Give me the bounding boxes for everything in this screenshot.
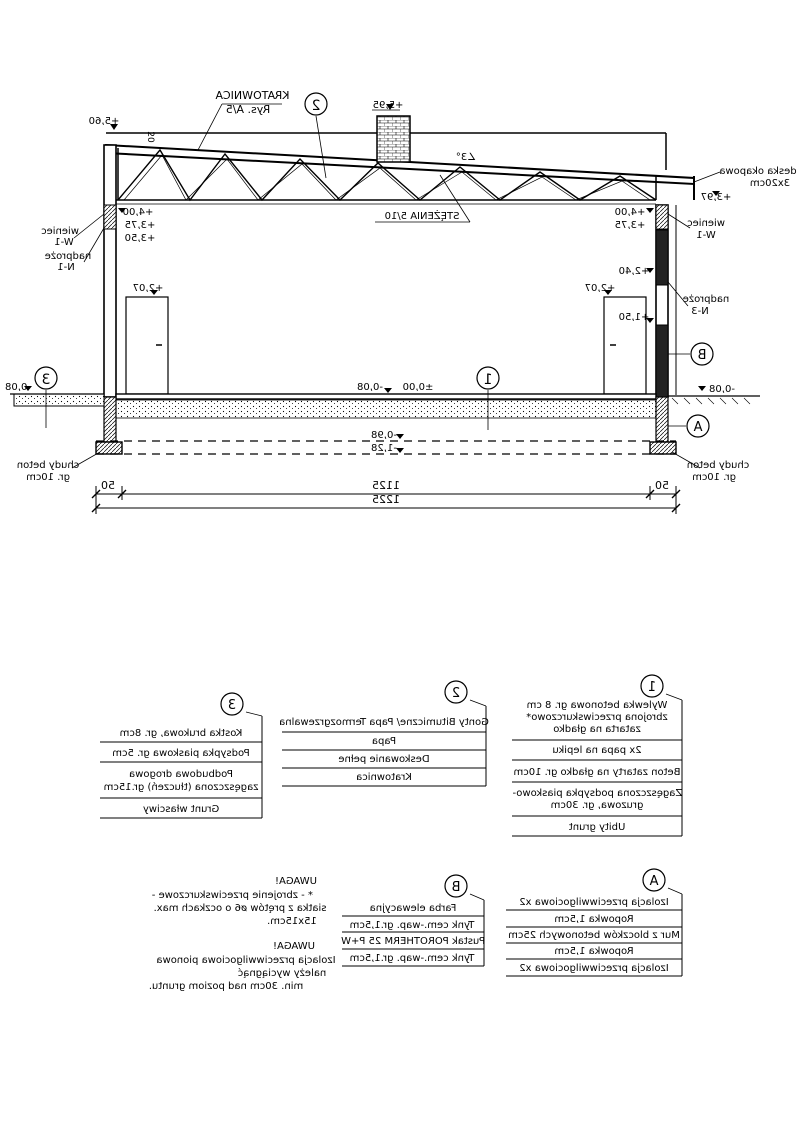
legend-b-leader: [470, 894, 484, 900]
chudy-left-1: chudy beton: [16, 460, 80, 471]
leader-wieniec-right: [668, 214, 690, 228]
legend-a-row-3: Mur z bloczków betonowych 25cm: [508, 930, 680, 941]
marker-3-label: 3: [41, 372, 51, 388]
level-mark-right-400: [646, 208, 654, 213]
fascia-label-1: deska okapowa: [719, 166, 797, 177]
level-150-right: +1,50: [618, 312, 650, 323]
level-found-128: -1,28: [371, 443, 397, 454]
ground-right-hatch: [672, 398, 750, 404]
wieniec-left-1: wieniec: [41, 226, 79, 237]
truss-ref: Rys. A/5: [225, 103, 271, 116]
right-foundation: [656, 397, 668, 442]
notes: [149, 876, 336, 992]
legend-b-row-4: Tynk cem.-wap. gr.1,5cm: [349, 953, 475, 964]
marker-2-label: 2: [311, 98, 321, 114]
legend-a: [506, 869, 682, 976]
wieniec-right-2: W-1: [696, 230, 716, 241]
legend-3: [100, 693, 262, 818]
level-350-left: +3,50: [124, 233, 156, 244]
fascia-label-2: 3x20cm: [749, 178, 791, 189]
dim-right: 50: [655, 479, 669, 492]
chudy-right-2: gr. 10cm: [692, 472, 736, 483]
level-ground-left: -0,08: [5, 382, 31, 393]
legend-1-row-3: zatarta na gładko: [553, 724, 641, 735]
legend-2-row-4: Kratownica: [356, 772, 412, 783]
level-ground-right: -0,08: [709, 384, 735, 395]
legend-a-marker: A: [649, 874, 659, 889]
dim-left: 50: [101, 479, 115, 492]
leader-marker-2: [316, 116, 326, 178]
note-2-line-3: min. 30cm nad poziom gruntu.: [148, 981, 304, 992]
level-400-left: +4,00: [122, 207, 154, 218]
legend-a-row-1: Izolacja przeciwwilgociowa x2: [519, 897, 669, 908]
marker-1-label: 1: [483, 372, 493, 388]
legend-2-row-3: Deskowanie pełne: [338, 754, 430, 765]
floor-slab: [116, 394, 656, 399]
legend-b-marker: B: [451, 880, 461, 895]
legend-3-row-3: Podbudowa drogowa: [129, 769, 233, 780]
note-1-title: UWAGA!: [275, 876, 317, 887]
level-240-right: +2,40: [618, 266, 650, 277]
chudy-right-1: chudy beton: [686, 460, 750, 471]
legend-1-row-5: Beton zatarty na gładko gr. 10cm: [513, 767, 681, 778]
bracing-label: STĘŻENIA 5/10: [384, 211, 460, 222]
nadproze-right-1: nadproże: [682, 294, 730, 305]
legend-1-row-7: gruzowa, gr. 30cm: [550, 800, 644, 811]
note-2-line-2: należy wyciągnąć: [237, 968, 327, 979]
level-ridge-left: +5,60: [88, 116, 120, 127]
wieniec-right-1: wieniec: [687, 218, 725, 229]
leader-fascia: [694, 172, 720, 182]
slope-label: ∠3°: [455, 152, 477, 163]
legend-1-row-6: Zagęszczona podsypka piaskowo-: [512, 788, 683, 799]
note-2-title: UWAGA!: [273, 941, 315, 952]
right-wall-ringbeam: [656, 205, 668, 229]
note-2-line-1: Izolacja przeciwwilgociowa pionowa: [156, 955, 336, 966]
legend-2: [279, 681, 489, 786]
legend-1: [512, 675, 682, 836]
legend-1-row-2: zbrojona przeciwskurczowo*: [526, 712, 668, 723]
legend-1-marker: 1: [647, 680, 657, 695]
building-section: [5, 89, 797, 514]
legend-2-row-1: Gonty Bitumiczne/ Papa Termozgrzewalna: [279, 717, 489, 728]
level-375-right: +3,75: [614, 220, 646, 231]
legend-3-leader: [246, 712, 262, 716]
legend-a-leader: [668, 888, 682, 894]
note-1-line-3: 15x15cm.: [267, 916, 317, 927]
dim-middle: 1125: [372, 479, 400, 492]
legend-2-leader: [470, 700, 486, 706]
truss-label: KRATOWNICA: [215, 89, 290, 102]
left-paving: [14, 394, 104, 406]
chimney: [377, 116, 410, 162]
legend-b-row-1: Farba elewacyjna: [369, 903, 457, 914]
nadproze-left-2: N-1: [57, 262, 75, 273]
legend-3-row-4: zagęszczona (tłuczeń) gr.15cm: [103, 782, 259, 793]
note-1-line-2: siatka z prętów ø6 o oczkach max.: [153, 903, 327, 914]
chudy-left-2: gr. 10cm: [26, 472, 70, 483]
right-wall-block-2: [656, 325, 668, 397]
level-mark-floor: [384, 388, 392, 393]
leader-truss: [198, 104, 222, 150]
dim-total: 1225: [372, 493, 400, 506]
legend-a-row-2: Ropowka 1,5cm: [554, 914, 634, 925]
roof-offset-label: 20: [145, 131, 155, 143]
legend-3-row-5: Grunt własciwy: [142, 804, 220, 815]
legend-1-row-1: Wylewka betonowa gr. 8 cm: [526, 700, 668, 711]
legend-a-row-4: Ropowka 1,5cm: [554, 946, 634, 957]
legend-3-row-1: Kostka brukowa, gr. 8cm: [119, 728, 243, 739]
level-chimney: +5,95: [372, 100, 404, 111]
legend-a-row-5: Izolacja przeciwwilgociowa x2: [519, 963, 669, 974]
right-wall-block-1: [656, 230, 668, 285]
left-foundation: [104, 397, 116, 442]
legend-3-marker: 3: [227, 698, 237, 713]
note-1-line-1: * - zbrojenie przeciwskurczowe -: [151, 890, 313, 901]
left-wall-ringbeam: [104, 205, 116, 229]
nadproze-right-2: N-3: [691, 306, 709, 317]
floor-subbase: [116, 400, 656, 418]
legend-3-row-2: Podsypka piaskowa gr. 5cm: [112, 748, 250, 759]
level-floor-zero: ±0,00: [402, 382, 434, 393]
dimension-values: [101, 479, 669, 506]
level-375-left: +3,75: [124, 220, 156, 231]
marker-b-label: B: [697, 348, 707, 363]
level-400-right: +4,00: [614, 207, 646, 218]
level-door-right: +2,07: [584, 283, 616, 294]
level-mark-ground-right: [698, 386, 706, 391]
nadproze-left-1: nadproże: [44, 251, 92, 262]
left-wall: [104, 145, 116, 397]
level-door-left: +2,07: [132, 283, 164, 294]
wieniec-left-2: W-1: [54, 237, 74, 248]
legend-b: [341, 875, 485, 966]
level-eave-right: +3,97: [700, 192, 732, 203]
marker-a-label: A: [693, 420, 703, 435]
legend-2-row-2: Papa: [371, 736, 397, 747]
legend-b-row-3: Pustak POROTHERM 25 P+W: [341, 936, 486, 947]
level-floor-m008: -0,08: [357, 382, 383, 393]
legend-b-row-2: Tynk cem.-wap. gr.1,5cm: [349, 920, 475, 931]
legend-1-row-4: 2x papa na lepiku: [552, 745, 642, 756]
level-found-098: -0,98: [371, 430, 397, 441]
legend-1-row-8: Ubity grunt: [568, 822, 626, 833]
legend-2-marker: 2: [451, 686, 461, 701]
